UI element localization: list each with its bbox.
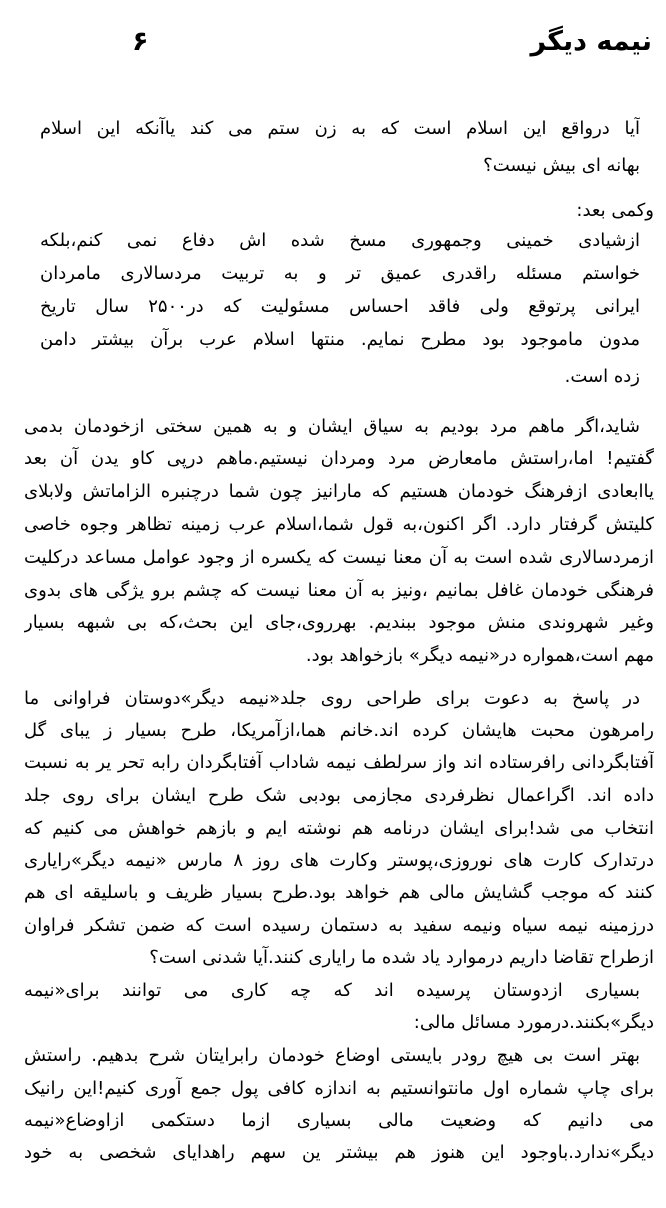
body-line: برای چاپ شماره اول مانتوانستیم به اندازه کافی پول جمع آوری کنیم!این رانیک [24, 1078, 654, 1099]
body-line: کلیتش گرفتار دارد. اگر اکنون،به قول شما،اسلام عرب زمینه تظاهر وجوه خاصی [24, 514, 654, 535]
body-line: کنند که موجب گشایش مالی هم خواهد بود.طرح بسیار ظریف و باسلیقه ای هم [24, 882, 654, 903]
body-line: درتدارک کارت های نوروزی،پوستر وکارت های روز ۸ مارس «نیمه دیگر»رایاری [24, 850, 654, 871]
section-label: وکمی بعد: [576, 200, 654, 221]
body-line: گفتیم! اما،راستش مامعارض مرد ومردان نیستیم.ماهم درپی کاو یدن آن بعد [24, 448, 654, 469]
body-line: انتخاب می شد!برای ایشان درنامه هم نوشته ایم و بازهم خواهش می کنیم که [24, 818, 654, 839]
body-line: بهتر است بی هیچ رودر بایستی اوضاع خودمان رابرایتان شرح بدهیم. راستش [24, 1045, 640, 1066]
journal-title: نیمه دیگر [530, 26, 652, 57]
quote-line: ایرانی پرتوقع ولی فاقد احساس مسئولیت که در۲۵۰۰ سال تاریخ [40, 296, 640, 317]
quote-line: ازشیادی خمینی وجمهوری مسخ شده اش دفاع نمی کنم،بلکه [40, 230, 640, 251]
body-line: داده اند. اگراعمال نظرفردی مجازمی بودبی شک طرح ایشان برای روی جلد [24, 785, 654, 806]
quote-line: خواستم مسئله راقدری عمیق تر و به تربیت مردسالاری مامردان [40, 263, 640, 284]
quote-line: بهانه ای بیش نیست؟ [483, 155, 640, 176]
quote-line: آیا درواقع این اسلام است که به زن ستم می کند یاآنکه این اسلام [40, 118, 640, 139]
page-header [0, 26, 666, 66]
body-line: درزمینه نیمه سیاه ونیمه سفید به دستمان رسیده است که ضمن تشکر فراوان [24, 915, 654, 936]
body-line: ازطراح تقاضا داریم درموارد یاد شده ما رایاری کنند.آیا شدنی است؟ [149, 947, 654, 968]
body-line: فرهنگی خودمان غافل بمانیم ،ونیز به آن معنا نیست که چشم برو یژگی های بدوی [24, 580, 654, 601]
body-line: آفتابگردانی رافرستاده اند واز سرلطف نیمه شاداب آفتابگردان رابه تحر یر به نسبت [24, 752, 654, 773]
body-line: می دانیم که وضعیت مالی بسیاری ازما دستکمی ازاوضاع«نیمه [24, 1110, 654, 1131]
page-number: ۶ [132, 26, 149, 57]
body-line: شاید،اگر ماهم مرد بودیم به سیاق ایشان و به همین سختی ازخودمان بدمی [24, 416, 640, 437]
body-line: مهم است،همواره در«نیمه دیگر» بازخواهد بود. [305, 645, 654, 666]
body-line: دیگر»ندارد.باوجود این هنوز هم بیشتر ین سهم راهدایای شخصی به خود [24, 1142, 654, 1163]
body-line: ازمردسالاری شده است به آن معنا نیست که یکسره از وجود عوامل مساعد درکلیت [24, 547, 654, 568]
body-line: در پاسخ به دعوت برای طراحی روی جلد«نیمه دیگر»دوستان فراوانی ما [24, 688, 640, 709]
quote-line: مدون ماموجود بود مطرح نمایم. منتها اسلام عرب برآن بیشتر دامن [40, 329, 640, 350]
body-line: بسیاری ازدوستان پرسیده اند که چه کاری می توانند برای«نیمه [24, 980, 640, 1001]
body-line: رامرهون محبت هایشان کرده اند.خانم هما،ازآمریکا، طرح بسیار ز یبای گل [24, 720, 654, 741]
body-line: وغیر شهروندی منش موجود ببندیم. بهرروی،جای این بحث،که بی شبهه بسیار [24, 612, 654, 633]
quote-line: زده است. [564, 366, 640, 387]
body-line: دیگر»بکنند.درمورد مسائل مالی: [413, 1012, 654, 1033]
body-line: یاابعادی ازفرهنگ خودمان هستیم که مارانیز چون شما درچنبره الزاماتش ولابلای [24, 481, 654, 502]
